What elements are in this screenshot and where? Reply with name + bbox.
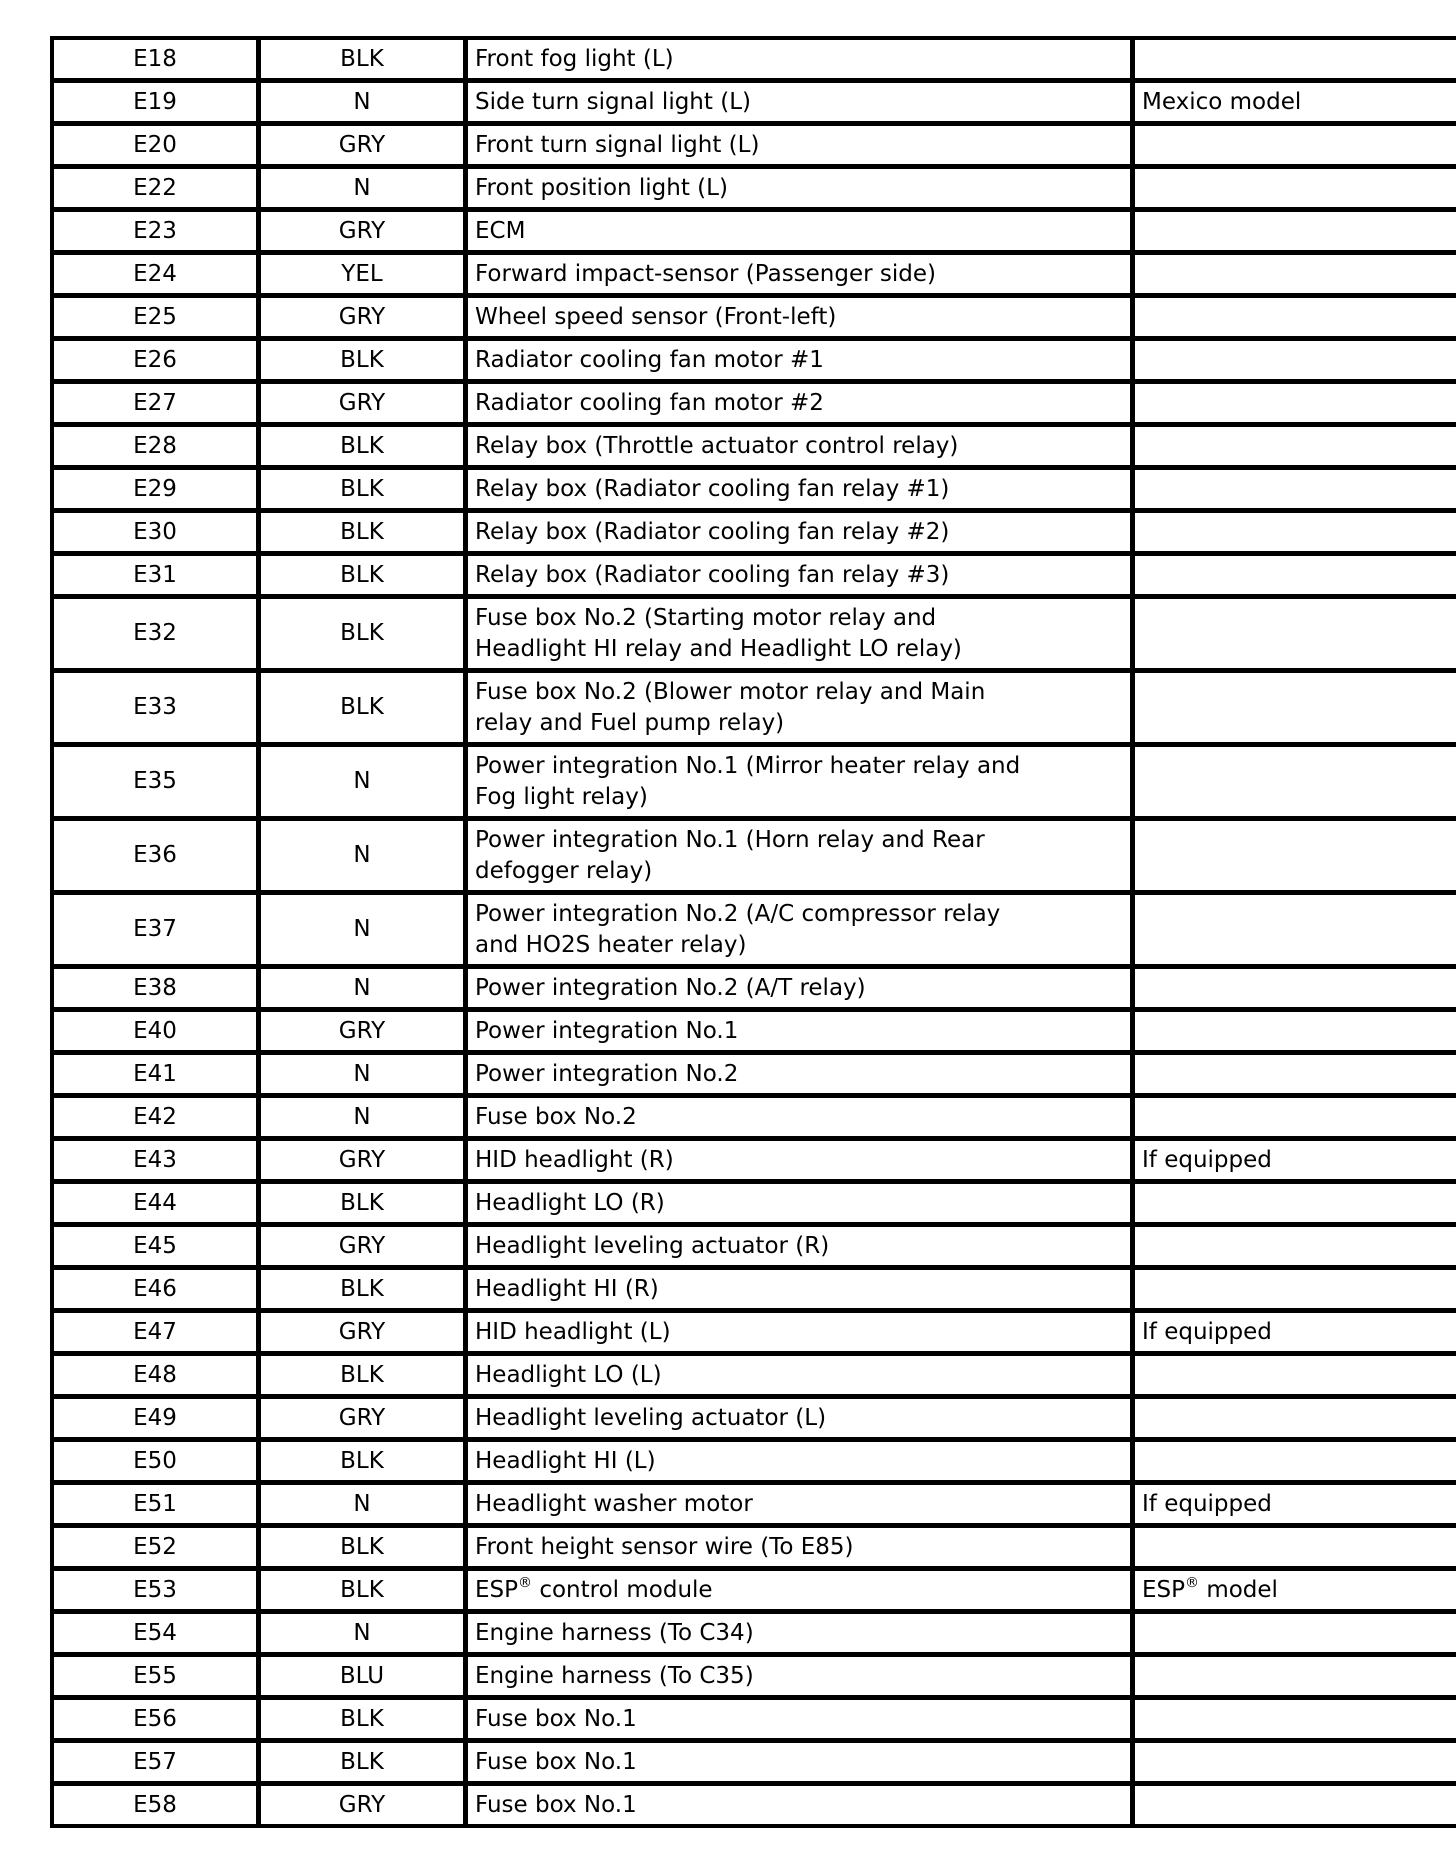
note-cell bbox=[1133, 468, 1456, 511]
description-cell: Front position light (L) bbox=[466, 167, 1133, 210]
wire-color-cell: BLK bbox=[259, 1526, 466, 1569]
description-cell: Fuse box No.1 bbox=[466, 1784, 1133, 1827]
table-row bbox=[52, 1354, 1456, 1397]
table-row bbox=[52, 1225, 1456, 1268]
wire-color-cell: GRY bbox=[259, 1311, 466, 1354]
description-cell: Headlight LO (R) bbox=[466, 1182, 1133, 1225]
connector-id-cell: E42 bbox=[52, 1096, 259, 1139]
table-row bbox=[52, 425, 1456, 468]
table-row bbox=[52, 597, 1456, 671]
table-row bbox=[52, 511, 1456, 554]
description-cell: Wheel speed sensor (Front-left) bbox=[466, 296, 1133, 339]
connector-id-cell: E53 bbox=[52, 1569, 259, 1612]
note-cell bbox=[1133, 819, 1456, 893]
table-row bbox=[52, 1397, 1456, 1440]
wire-color-cell: GRY bbox=[259, 382, 466, 425]
note-cell bbox=[1133, 1784, 1456, 1827]
connector-id-cell: E29 bbox=[52, 468, 259, 511]
description-cell: Relay box (Radiator cooling fan relay #2) bbox=[466, 511, 1133, 554]
wire-color-cell: N bbox=[259, 1612, 466, 1655]
description-cell: Side turn signal light (L) bbox=[466, 81, 1133, 124]
wire-color-cell: GRY bbox=[259, 296, 466, 339]
description-cell: Forward impact-sensor (Passenger side) bbox=[466, 253, 1133, 296]
table-row bbox=[52, 1526, 1456, 1569]
note-cell bbox=[1133, 1612, 1456, 1655]
connector-id-cell: E48 bbox=[52, 1354, 259, 1397]
note-cell bbox=[1133, 124, 1456, 167]
connector-id-cell: E54 bbox=[52, 1612, 259, 1655]
note-cell bbox=[1133, 554, 1456, 597]
wire-color-cell: BLK bbox=[259, 339, 466, 382]
table-row bbox=[52, 1182, 1456, 1225]
note-cell bbox=[1133, 1655, 1456, 1698]
connector-id-cell: E46 bbox=[52, 1268, 259, 1311]
table-row bbox=[52, 296, 1456, 339]
wire-color-cell: N bbox=[259, 819, 466, 893]
table-row bbox=[52, 554, 1456, 597]
connector-id-cell: E47 bbox=[52, 1311, 259, 1354]
description-cell: Fuse box No.1 bbox=[466, 1741, 1133, 1784]
description-cell: Front turn signal light (L) bbox=[466, 124, 1133, 167]
table-row bbox=[52, 253, 1456, 296]
note-cell bbox=[1133, 745, 1456, 819]
description-cell: ECM bbox=[466, 210, 1133, 253]
connector-id-cell: E55 bbox=[52, 1655, 259, 1698]
description-cell: Headlight HI (L) bbox=[466, 1440, 1133, 1483]
wire-color-cell: BLK bbox=[259, 1440, 466, 1483]
table-row bbox=[52, 745, 1456, 819]
table-row bbox=[52, 893, 1456, 967]
connector-id-cell: E44 bbox=[52, 1182, 259, 1225]
table-row bbox=[52, 1698, 1456, 1741]
note-cell bbox=[1133, 511, 1456, 554]
description-cell: Relay box (Radiator cooling fan relay #3) bbox=[466, 554, 1133, 597]
wire-color-cell: N bbox=[259, 1053, 466, 1096]
description-cell: Relay box (Radiator cooling fan relay #1) bbox=[466, 468, 1133, 511]
note-cell bbox=[1133, 1354, 1456, 1397]
note-cell bbox=[1133, 1182, 1456, 1225]
wire-color-cell: N bbox=[259, 893, 466, 967]
wire-color-cell: BLK bbox=[259, 468, 466, 511]
wire-color-cell: GRY bbox=[259, 1784, 466, 1827]
connector-id-cell: E26 bbox=[52, 339, 259, 382]
note-cell bbox=[1133, 1268, 1456, 1311]
description-cell: ESP® control module bbox=[466, 1569, 1133, 1612]
wire-color-cell: BLK bbox=[259, 554, 466, 597]
description-cell: Fuse box No.2 bbox=[466, 1096, 1133, 1139]
wire-color-cell: BLK bbox=[259, 1569, 466, 1612]
description-cell: Engine harness (To C35) bbox=[466, 1655, 1133, 1698]
table-row bbox=[52, 967, 1456, 1010]
wire-color-cell: BLK bbox=[259, 425, 466, 468]
note-cell bbox=[1133, 1225, 1456, 1268]
table-row bbox=[52, 1311, 1456, 1354]
connector-id-cell: E45 bbox=[52, 1225, 259, 1268]
description-cell: HID headlight (L) bbox=[466, 1311, 1133, 1354]
table-row bbox=[52, 124, 1456, 167]
wire-color-cell: BLK bbox=[259, 1354, 466, 1397]
connector-id-cell: E56 bbox=[52, 1698, 259, 1741]
description-cell: HID headlight (R) bbox=[466, 1139, 1133, 1182]
description-cell: Headlight leveling actuator (L) bbox=[466, 1397, 1133, 1440]
note-cell bbox=[1133, 1397, 1456, 1440]
connector-id-cell: E52 bbox=[52, 1526, 259, 1569]
connector-id-cell: E31 bbox=[52, 554, 259, 597]
connector-id-cell: E33 bbox=[52, 671, 259, 745]
table-row bbox=[52, 819, 1456, 893]
connector-id-cell: E36 bbox=[52, 819, 259, 893]
table-row bbox=[52, 671, 1456, 745]
connector-id-cell: E37 bbox=[52, 893, 259, 967]
wire-color-cell: BLK bbox=[259, 1268, 466, 1311]
connector-id-cell: E23 bbox=[52, 210, 259, 253]
table-row bbox=[52, 1612, 1456, 1655]
wire-color-cell: BLU bbox=[259, 1655, 466, 1698]
table-row bbox=[52, 1440, 1456, 1483]
connector-id-cell: E19 bbox=[52, 81, 259, 124]
wire-color-cell: BLK bbox=[259, 671, 466, 745]
note-cell bbox=[1133, 597, 1456, 671]
wire-color-cell: N bbox=[259, 1096, 466, 1139]
note-cell: ESP® model bbox=[1133, 1569, 1456, 1612]
connector-id-cell: E30 bbox=[52, 511, 259, 554]
connector-id-cell: E35 bbox=[52, 745, 259, 819]
connector-id-cell: E27 bbox=[52, 382, 259, 425]
table-row bbox=[52, 210, 1456, 253]
connector-id-cell: E20 bbox=[52, 124, 259, 167]
note-cell bbox=[1133, 1440, 1456, 1483]
note-cell bbox=[1133, 253, 1456, 296]
wire-color-cell: N bbox=[259, 1483, 466, 1526]
connector-table bbox=[50, 36, 1456, 1828]
description-cell: Fuse box No.1 bbox=[466, 1698, 1133, 1741]
connector-id-cell: E57 bbox=[52, 1741, 259, 1784]
wire-color-cell: BLK bbox=[259, 1741, 466, 1784]
description-cell: Front height sensor wire (To E85) bbox=[466, 1526, 1133, 1569]
table-row bbox=[52, 1569, 1456, 1612]
wire-color-cell: GRY bbox=[259, 210, 466, 253]
description-cell: Headlight washer motor bbox=[466, 1483, 1133, 1526]
wire-color-cell: BLK bbox=[259, 511, 466, 554]
wire-color-cell: BLK bbox=[259, 597, 466, 671]
description-cell: Front fog light (L) bbox=[466, 38, 1133, 81]
note-cell bbox=[1133, 1526, 1456, 1569]
wire-color-cell: GRY bbox=[259, 124, 466, 167]
wire-color-cell: N bbox=[259, 81, 466, 124]
connector-id-cell: E24 bbox=[52, 253, 259, 296]
note-cell bbox=[1133, 893, 1456, 967]
note-cell bbox=[1133, 1053, 1456, 1096]
table-row bbox=[52, 382, 1456, 425]
note-cell bbox=[1133, 38, 1456, 81]
wire-color-cell: GRY bbox=[259, 1010, 466, 1053]
table-row bbox=[52, 1784, 1456, 1827]
wire-color-cell: GRY bbox=[259, 1139, 466, 1182]
connector-id-cell: E50 bbox=[52, 1440, 259, 1483]
note-cell bbox=[1133, 1741, 1456, 1784]
description-cell: Headlight leveling actuator (R) bbox=[466, 1225, 1133, 1268]
description-cell: Radiator cooling fan motor #2 bbox=[466, 382, 1133, 425]
table-row bbox=[52, 1139, 1456, 1182]
connector-table-body bbox=[52, 38, 1456, 1827]
connector-id-cell: E40 bbox=[52, 1010, 259, 1053]
description-cell: Relay box (Throttle actuator control relay) bbox=[466, 425, 1133, 468]
note-cell bbox=[1133, 425, 1456, 468]
note-cell bbox=[1133, 967, 1456, 1010]
description-cell: Headlight LO (L) bbox=[466, 1354, 1133, 1397]
wire-color-cell: N bbox=[259, 745, 466, 819]
description-cell: Headlight HI (R) bbox=[466, 1268, 1133, 1311]
description-cell: Fuse box No.2 (Starting motor relay and Headlight HI relay and Headlight LO relay) bbox=[466, 597, 1133, 671]
table-row bbox=[52, 1655, 1456, 1698]
connector-id-cell: E58 bbox=[52, 1784, 259, 1827]
wire-color-cell: BLK bbox=[259, 38, 466, 81]
connector-id-cell: E38 bbox=[52, 967, 259, 1010]
description-cell: Power integration No.2 (A/T relay) bbox=[466, 967, 1133, 1010]
note-cell bbox=[1133, 167, 1456, 210]
connector-id-cell: E49 bbox=[52, 1397, 259, 1440]
table-row bbox=[52, 339, 1456, 382]
note-cell bbox=[1133, 382, 1456, 425]
connector-id-cell: E51 bbox=[52, 1483, 259, 1526]
connector-id-cell: E41 bbox=[52, 1053, 259, 1096]
connector-id-cell: E22 bbox=[52, 167, 259, 210]
description-cell: Radiator cooling fan motor #1 bbox=[466, 339, 1133, 382]
table-row bbox=[52, 1483, 1456, 1526]
connector-id-cell: E28 bbox=[52, 425, 259, 468]
wire-color-cell: BLK bbox=[259, 1182, 466, 1225]
note-cell bbox=[1133, 210, 1456, 253]
wire-color-cell: BLK bbox=[259, 1698, 466, 1741]
note-cell bbox=[1133, 1698, 1456, 1741]
wire-color-cell: GRY bbox=[259, 1225, 466, 1268]
wire-color-cell: GRY bbox=[259, 1397, 466, 1440]
description-cell: Engine harness (To C34) bbox=[466, 1612, 1133, 1655]
table-row bbox=[52, 1741, 1456, 1784]
connector-id-cell: E32 bbox=[52, 597, 259, 671]
connector-id-cell: E43 bbox=[52, 1139, 259, 1182]
description-cell: Power integration No.2 bbox=[466, 1053, 1133, 1096]
note-cell: Mexico model bbox=[1133, 81, 1456, 124]
table-row bbox=[52, 38, 1456, 81]
note-cell bbox=[1133, 296, 1456, 339]
connector-id-cell: E18 bbox=[52, 38, 259, 81]
note-cell: If equipped bbox=[1133, 1139, 1456, 1182]
note-cell bbox=[1133, 1010, 1456, 1053]
table-row bbox=[52, 1096, 1456, 1139]
table-row bbox=[52, 1268, 1456, 1311]
description-cell: Power integration No.1 bbox=[466, 1010, 1133, 1053]
table-row bbox=[52, 81, 1456, 124]
note-cell: If equipped bbox=[1133, 1311, 1456, 1354]
description-cell: Fuse box No.2 (Blower motor relay and Main relay and Fuel pump relay) bbox=[466, 671, 1133, 745]
table-row bbox=[52, 468, 1456, 511]
description-cell: Power integration No.1 (Mirror heater relay and Fog light relay) bbox=[466, 745, 1133, 819]
connector-id-cell: E25 bbox=[52, 296, 259, 339]
wire-color-cell: N bbox=[259, 167, 466, 210]
description-cell: Power integration No.1 (Horn relay and Rear defogger relay) bbox=[466, 819, 1133, 893]
note-cell bbox=[1133, 339, 1456, 382]
note-cell bbox=[1133, 671, 1456, 745]
wire-color-cell: YEL bbox=[259, 253, 466, 296]
description-cell: Power integration No.2 (A/C compressor relay and HO2S heater relay) bbox=[466, 893, 1133, 967]
note-cell: If equipped bbox=[1133, 1483, 1456, 1526]
table-row bbox=[52, 167, 1456, 210]
table-row bbox=[52, 1053, 1456, 1096]
table-row bbox=[52, 1010, 1456, 1053]
note-cell bbox=[1133, 1096, 1456, 1139]
wire-color-cell: N bbox=[259, 967, 466, 1010]
